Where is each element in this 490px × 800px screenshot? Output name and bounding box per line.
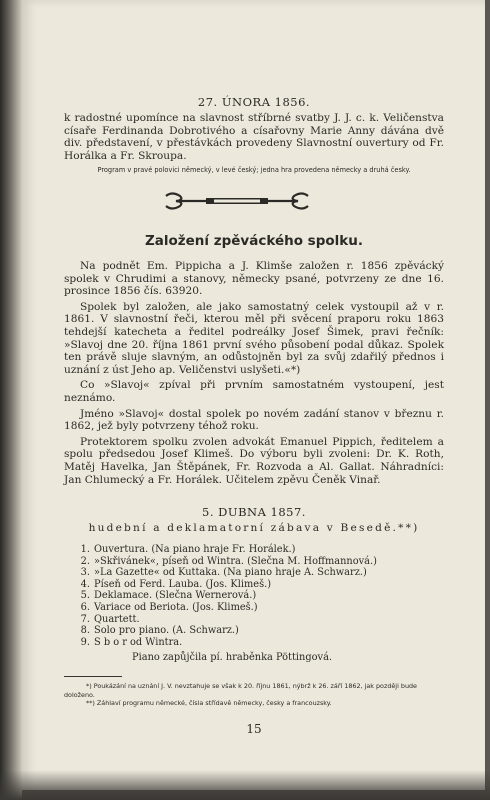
section-date-1857: 5. DUBNA 1857. <box>202 505 306 519</box>
list-item: 3. »La Gazette« od Kuttaka. (Na piano hraje A. Schwarz.) <box>80 567 367 579</box>
list-item: 4. Píseň od Ferd. Lauba. (Jos. Klimeš.) <box>80 578 272 590</box>
paragraph: Spolek byl založen, ale jako samostatný celek vystoupil až v r. 1861. V slavnostní řeči, kterou měl při svěcení praporu roku 1863 tehdejší katecheta a ředitel podreálky Josef Šimek, pravi řečník: »Slavoj dne 20. října 1861 první svého působení podal důkaz. Spolek ten právě sluje slavným, an odůstojněn byl za svůj zdařilý přednos i uznání z úst Jeho ap. Veličenstvi uslyšeti.«*) <box>64 300 444 376</box>
piano-note: Piano zapůjčila pí. hraběnka Pöttingová. <box>132 652 333 663</box>
list-item: 9. S b o r od Wintra. <box>80 636 183 648</box>
list-item: 1. Ouvertura. (Na piano hraje Fr. Horálek.) <box>80 544 296 555</box>
page-number: 15 <box>246 722 262 736</box>
list-item: 2. »Skřivánek«, píseň od Wintra. (Slečna M. Hoffmannová.) <box>80 555 377 567</box>
paragraph: Jméno »Slavoj« dostal spolek po novém zadání stanov v březnu r. 1862, jež byly potvrzeny téhož roku. <box>64 407 444 433</box>
footnotes <box>64 682 444 708</box>
footnote: **) Záhlaví programu německé, čísla střídavě německy, česky a francouzsky. <box>86 699 332 708</box>
section-title-zalozeni: Založení zpěváckého spolku. <box>144 233 364 249</box>
list-item: 6. Variace od Beriota. (Jos. Klimeš.) <box>80 601 258 613</box>
paragraph: Protektorem spolku zvolen advokát Emanuel Pippich, ředitelem a spolu předsedou Josef Klimeš. Do výboru byli zvoleni: Dr. K. Roth, Matěj Havelka, Jan Štěpánek, Fr. Rozvoda a Al. Gallat. Náhradníci: Jan Chlumecký a Fr. Horálek. Učitelem zpěvu Čeněk Vinař. <box>64 435 444 486</box>
section-1856-text: k radostné upomínce na slavnost stříbrné svatby J. J. c. k. Veličenstva císaře Ferdinanda Dobrotivého a císařovny Marie Anny dávána dvě div. představení, v přestávkách provedeny Slavnostní ouvertury od Fr. Horálka a Fr. Skroupa. <box>64 112 444 162</box>
bottom-shadow <box>0 770 490 800</box>
section-zalozeni-body <box>64 260 444 489</box>
section-date-1856: 27. ÚNORA 1856. <box>197 95 311 109</box>
ornament-divider <box>162 190 312 212</box>
program-list <box>74 544 434 648</box>
book-spine-shadow <box>0 0 22 800</box>
list-item: 8. Solo pro piano. (A. Schwarz.) <box>80 625 239 637</box>
footnote-rule <box>64 676 122 677</box>
list-item: 7. Quartett. <box>80 613 140 625</box>
paragraph: Co »Slavoj« zpíval při prvním samostatném vystoupení, jest neznámo. <box>64 379 444 404</box>
program-language-note: Program v pravé polovici německý, v levé český; jedna hra provedena německy a druhá česky. <box>97 166 411 174</box>
book-page <box>22 0 485 790</box>
paragraph: Na podnět Em. Pippicha a J. Klimše založen r. 1856 zpěvácký spolek v Chrudimi a stanovy, německy psané, potvrzeny ze dne 16. prosince 1856 čís. 63920. <box>64 260 444 298</box>
footnote: *) Poukázání na uznání J. V. nevztahuje se však k 20. říjnu 1861, nýbrž k 26. září 1862, jak později bude doloženo. <box>64 682 417 699</box>
list-item: 5. Deklamace. (Slečna Wernerová.) <box>80 590 257 602</box>
program-subtitle: hudební a deklamatorní zábava v Besedě.**) <box>88 522 420 534</box>
